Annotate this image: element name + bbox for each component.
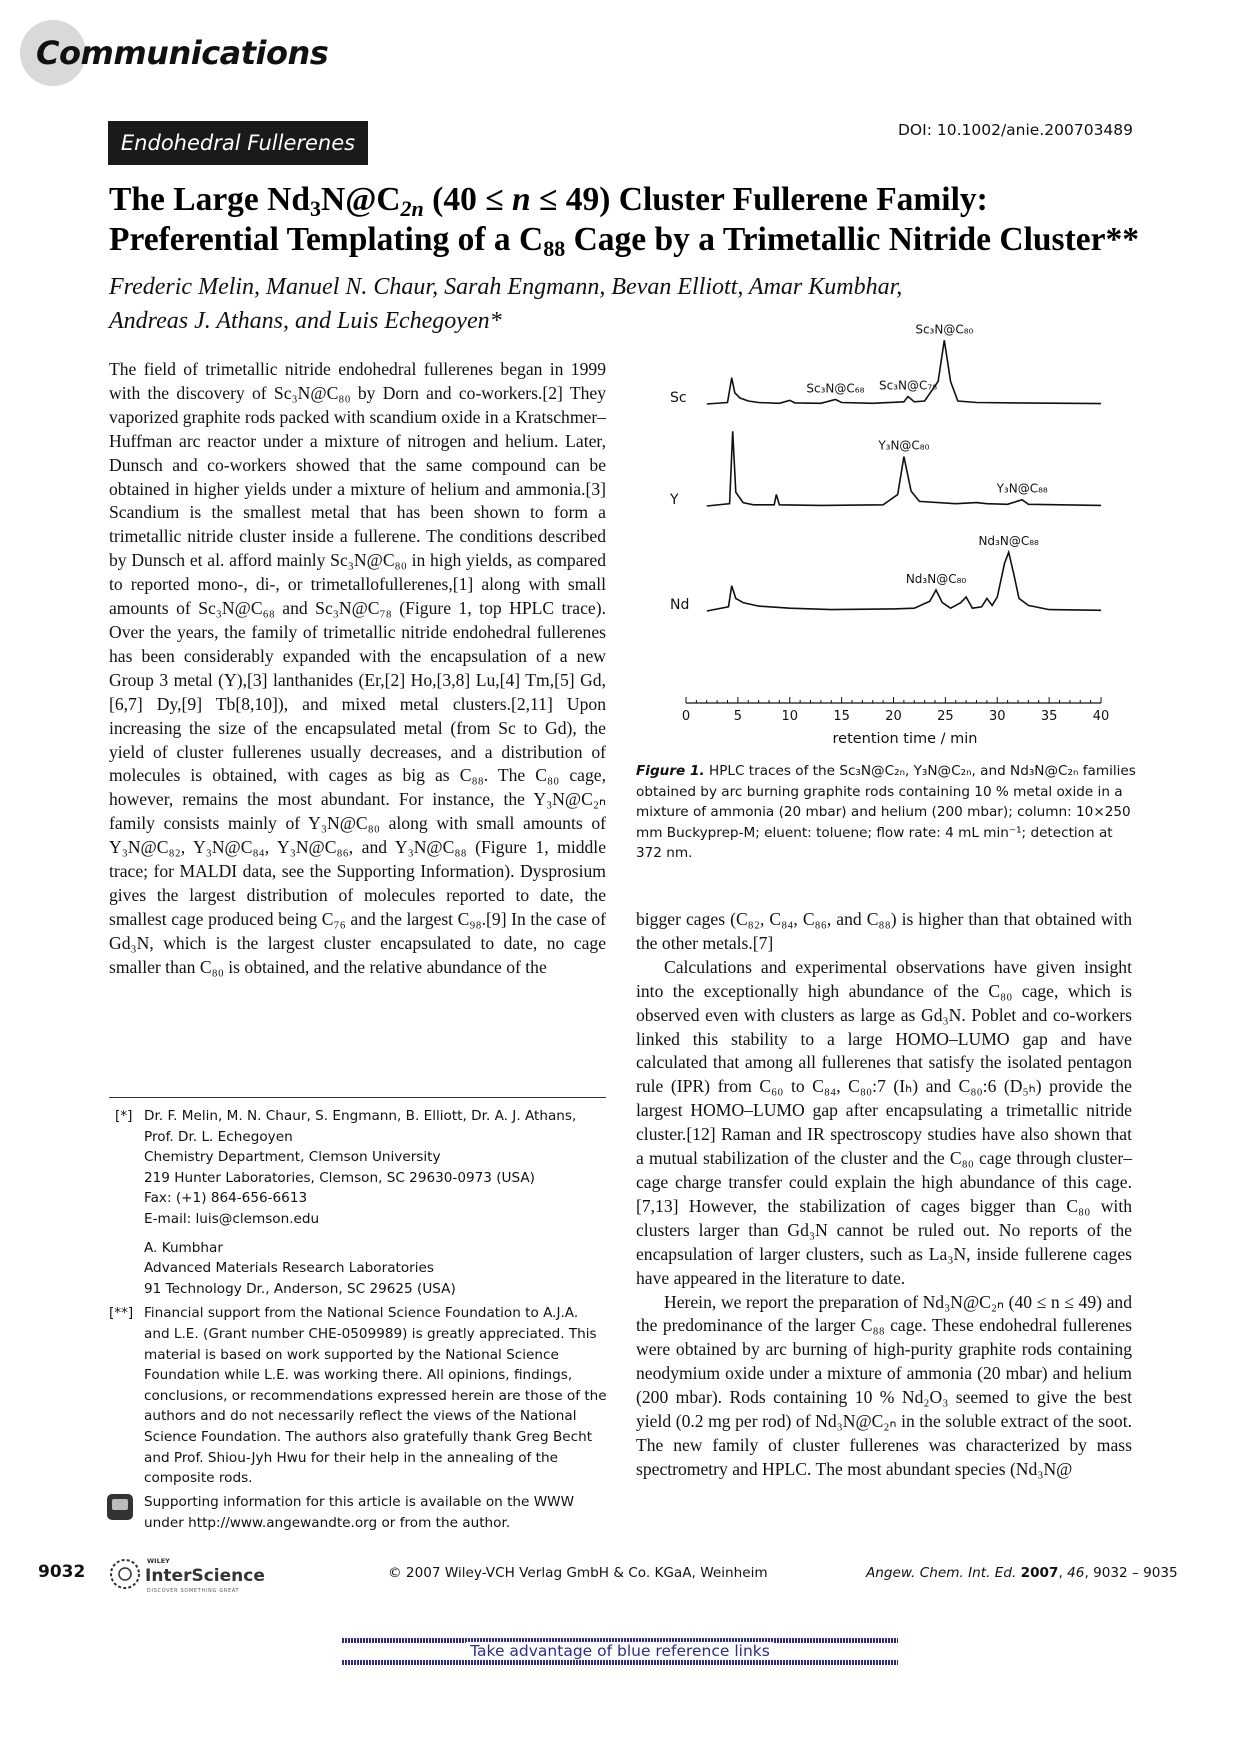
reference-links-text[interactable]: Take advantage of blue reference links xyxy=(342,1642,898,1660)
series-label: Nd xyxy=(670,597,690,613)
journal-name: Angew. Chem. Int. Ed. xyxy=(866,1565,1017,1581)
section-label: Communications xyxy=(36,34,329,72)
series-label: Y xyxy=(670,492,679,508)
footnote-line: Science Foundation. The authors also gratefully thank Greg Becht xyxy=(144,1428,593,1445)
footnote-line: A. Kumbhar xyxy=(144,1239,223,1256)
body-text-left-column: The field of trimetallic nitride endohedral fullerenes began in 1999 with the discovery of Sc₃N@C₈₀ by Dorn and co-workers.[2] They vaporized graphite rods packed with scandium oxide in a Kratschmer–Huffman arc reactor under a mixture of nitrogen and helium. Later, Dunsch and co-workers showed that the same compound can be obtained in higher yields under a mixture of helium and ammonia.[3] Scandium is the smallest metal that has been shown to form a trimetallic nitride cluster inside a fullerene. The conditions described by Dunsch et al. afford mainly Sc₃N@C₈₀ in high yields, as compared to reported mono-, di-, or trimetallofullerenes,[1] along with small amounts of Sc₃N@C₆₈ and Sc₃N@C₇₈ (Figure 1, top HPLC trace). Over the years, the family of trimetallic nitride endohedral fullerenes has been considerably expanded with the encapsulation of a new Group 3 metal (Y),[3] lanthanides (Er,[2] Ho,[3,8] Lu,[4] Tm,[5] Gd,[6,7] Dy,[9] Tb[8,10]), and mixed metal clusters.[2,11] Upon increasing the size of the encapsulated metal (from Sc to Gd), the yield of cluster fullerenes usually decreases, and a distribution of molecules is obtained, with cages as big as C₈₈. The C₈₀ cage, however, remains the most abundant. For instance, the Y₃N@C₂ₙ family consists mainly of Y₃N@C₈₀ along with small amounts of Y₃N@C₈₂, Y₃N@C₈₄, Y₃N@C₈₆, and Y₃N@C₈₈ (Figure 1, middle trace; for MALDI data, see the Supporting Information). Dysprosium gives the largest distribution of molecules reported to date, the smallest cage produced being C₇₆ and the largest C₉₈.[9] In the case of Gd₃N, which is the largest cluster encapsulated to date, no cage smaller than C₈₀ is obtained, and the relative abundance of the xyxy=(109,359,606,977)
footnote-line: Fax: (+1) 864-656-6613 xyxy=(144,1190,308,1207)
journal-year: 2007 xyxy=(1020,1565,1059,1581)
x-tick-label: 35 xyxy=(1040,709,1058,724)
author-list xyxy=(109,270,1139,338)
banner-stripe-bottom xyxy=(342,1660,898,1665)
figure-caption xyxy=(636,761,1136,864)
peak-label: Nd₃N@C₈₀ xyxy=(905,572,967,586)
footnote-line: 91 Technology Dr., Anderson, SC 29625 (USA) xyxy=(144,1280,456,1297)
peak-label: Sc₃N@C₇₈ xyxy=(879,378,938,393)
author-line: Andreas J. Athans, and Luis Echegoyen* xyxy=(109,308,502,334)
topic-label: Endohedral Fullerenes xyxy=(108,121,368,165)
x-tick-label: 25 xyxy=(937,709,954,724)
footnote-line: Prof. Dr. L. Echegoyen xyxy=(144,1128,293,1145)
peak-label: Y₃N@C₈₀ xyxy=(878,438,930,453)
paragraph: bigger cages (C₈₂, C₈₄, C₈₆, and C₈₈) is higher than that obtained with the other metals.[7] xyxy=(636,909,1132,953)
x-tick-label: 40 xyxy=(1092,709,1110,724)
copyright-notice: © 2007 Wiley-VCH Verlag GmbH & Co. KGaA, Weinheim xyxy=(388,1565,768,1581)
peak-label: Sc₃N@C₈₀ xyxy=(915,322,974,337)
footnote-marker: [*] xyxy=(115,1108,133,1124)
supporting-info-link[interactable]: under http://www.angewandte.org or from the author. xyxy=(144,1514,511,1531)
footnote-line: Dr. F. Melin, M. N. Chaur, S. Engmann, B. Elliott, Dr. A. J. Athans, xyxy=(144,1108,577,1124)
x-tick-label: 5 xyxy=(733,709,743,724)
computer-icon xyxy=(107,1494,133,1520)
footnote-line: authors and do not necessarily reflect the views of the National xyxy=(144,1408,577,1425)
footnote-line: composite rods. xyxy=(144,1470,253,1487)
doi[interactable]: DOI: 10.1002/anie.200703489 xyxy=(898,121,1134,139)
supporting-info-note xyxy=(144,1492,624,1533)
trace-sc xyxy=(707,340,1101,404)
footnote-acknowledgement xyxy=(109,1303,609,1488)
logo-name-text: InterScience xyxy=(145,1566,265,1586)
journal-citation: Angew. Chem. Int. Ed. 2007, 46, 9032 – 9035 xyxy=(866,1565,1178,1581)
peak-label: Sc₃N@C₆₈ xyxy=(806,381,865,396)
trace-nd xyxy=(707,552,1101,611)
footnote-line: Advanced Materials Research Laboratories xyxy=(144,1260,434,1277)
footnote-divider xyxy=(109,1097,606,1098)
interscience-logo xyxy=(107,1552,282,1596)
footnote-line: Foundation while L.E. was working there. All opinions, findings, xyxy=(144,1367,573,1384)
logo-tagline-text: DISCOVER SOMETHING GREAT xyxy=(147,1589,240,1594)
x-tick-label: 0 xyxy=(681,709,691,724)
x-axis-label: retention time / min xyxy=(832,731,978,747)
x-tick-label: 30 xyxy=(988,709,1006,724)
series-label: Sc xyxy=(670,390,687,406)
x-tick-label: 20 xyxy=(885,709,902,724)
footnote-line: 219 Hunter Laboratories, Clemson, SC 29630-0973 (USA) xyxy=(144,1169,535,1186)
supporting-info-line: Supporting information for this article is available on the WWW xyxy=(144,1494,575,1510)
x-tick-label: 10 xyxy=(781,709,799,724)
footnote-line: and Prof. Shiou-Jyh Hwu for their help in the annealing of the xyxy=(144,1449,558,1466)
figure-caption-text: HPLC traces of the Sc₃N@C₂ₙ, Y₃N@C₂ₙ, and Nd₃N@C₂ₙ families obtained by arc burning graphite rods containing 10 % metal oxide in a mixture of ammonia (20 mbar) and helium (200 mbar); column: 10×250 mm Buckyprep-M; eluent: toluene; flow rate: 4 mL min⁻¹; detection at 372 nm. xyxy=(636,763,1136,861)
page-number: 9032 xyxy=(38,1562,86,1582)
paragraph: Herein, we report the preparation of Nd₃N@C₂ₙ (40 ≤ n ≤ 49) and the predominance of the larger C₈₈ cage. These endohedral fullerenes were obtained by arc burning of high-purity graphite rods containing neodymium oxide under a mixture of ammonia (20 mbar) and helium (200 mbar). Rods containing 10 % Nd₂O₃ seemed to give the best yield (0.2 mg per rod) of Nd₃N@C₂ₙ in the soluble extract of the soot. The new family of cluster fullerenes was characterized by mass spectrometry and HPLC. The most abundant species (Nd₃N@ xyxy=(636,1291,1132,1479)
journal-pages: , 9032 – 9035 xyxy=(1084,1565,1178,1581)
peak-label: Y₃N@C₈₈ xyxy=(996,481,1048,496)
footnotes xyxy=(109,1106,609,1493)
footnote-affiliation xyxy=(109,1106,609,1299)
x-tick-label: 15 xyxy=(833,709,850,724)
body-text-right-column xyxy=(636,908,1132,1482)
logo-wiley-text: WILEY xyxy=(147,1557,170,1565)
article-title xyxy=(109,180,1149,260)
journal-volume: 46 xyxy=(1067,1565,1085,1581)
footnote-line: material is based on work supported by the National Science xyxy=(144,1346,559,1363)
footnote-line: Financial support from the National Science Foundation to A.J.A. xyxy=(144,1305,579,1322)
footnote-line: Chemistry Department, Clemson University xyxy=(144,1149,441,1166)
figure-caption-label: Figure 1. xyxy=(636,763,705,779)
email-link[interactable]: E-mail: luis@clemson.edu xyxy=(144,1210,320,1227)
footnote-line: conclusions, or recommendations expressed herein are those of the xyxy=(144,1387,607,1404)
author-line: Frederic Melin, Manuel N. Chaur, Sarah Engmann, Bevan Elliott, Amar Kumbhar, xyxy=(109,274,903,300)
reference-links-banner[interactable] xyxy=(342,1638,898,1668)
hplc-chart xyxy=(660,322,1110,750)
logo-mark-icon xyxy=(111,1560,139,1588)
title-line-2: Preferential Templating of a $C_{88}$ Cage by a Trimetallic Nitride Cluster** xyxy=(109,221,1139,261)
footnote-marker: [**] xyxy=(109,1305,134,1322)
paragraph: Calculations and experimental observations have given insight into the exceptionally high abundance of the C₈₀ cage, which is observed even with clusters as large as Gd₃N. Poblet and co-workers linked this stability to a large HOMO–LUMO gap and have calculated that among all fullerenes that satisfy the isolated pentagon rule (IPR) from C₆₀ to C₈₄, C₈₀:7 (Iₕ) and C₈₀:6 (D₅ₕ) provide the largest HOMO–LUMO gap after encapsulating a trimetallic nitride cluster.[12] Raman and IR spectroscopy studies have also shown that a mutual stabilization of the cluster and the C₈₀ cage through cluster–cage charge transfer could explain the high abundance of this cage.[7,13] However, the stabilization of cages bigger than C₈₀ with clusters larger than Gd₃N cannot be ruled out. No reports of the encapsulation of larger clusters, such as La₃N, inside fullerene cages have appeared in the literature to date. xyxy=(636,956,1132,1288)
footnote-line: and L.E. (Grant number CHE-0509989) is greatly appreciated. This xyxy=(144,1325,597,1342)
title-line-1: The Large $Nd_3N@C_{2n}$ (40 ≤ n ≤ 49) Cluster Fullerene Family: xyxy=(109,181,988,221)
peak-label: Nd₃N@C₈₈ xyxy=(978,534,1039,549)
